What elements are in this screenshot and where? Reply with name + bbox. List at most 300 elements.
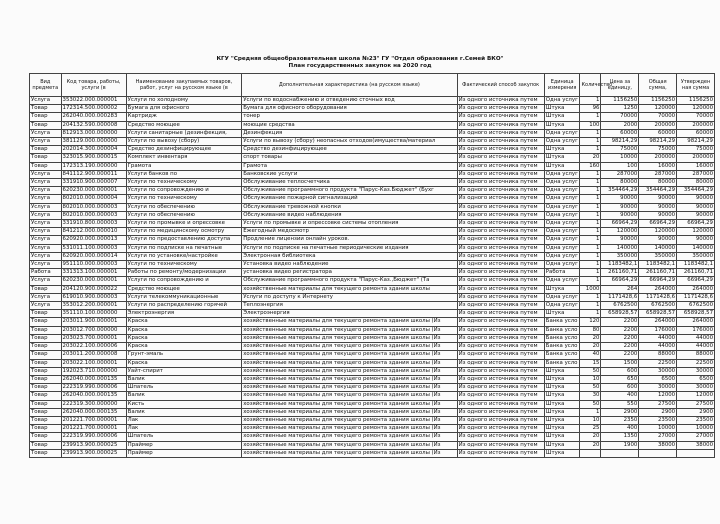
table-cell: Штука — [544, 146, 580, 154]
table-cell: Средство дезинфицирующее — [126, 146, 242, 154]
table-cell: 841112.900.000011 — [61, 170, 126, 178]
table-cell: Товар — [30, 384, 62, 392]
table-cell: Товар — [30, 310, 62, 318]
table-cell: Одна услуг — [544, 129, 580, 137]
table-row — [30, 375, 715, 383]
table-cell: Штука — [544, 408, 580, 416]
table-cell: Услуги телекоммуникационные — [126, 293, 242, 301]
table-row — [30, 416, 715, 424]
table-cell: Из одного источника путем — [457, 211, 544, 219]
table-cell: Штука — [544, 310, 580, 318]
table-cell: Одна услуг — [544, 179, 580, 187]
table-cell: 66964,29 — [677, 220, 715, 228]
table-header-row — [30, 74, 715, 97]
table-cell: Из одного источника путем — [457, 129, 544, 137]
table-cell: 30000 — [639, 384, 677, 392]
table-cell: Услуга — [30, 179, 62, 187]
table-cell: 203023.700.000001 — [61, 334, 126, 342]
table-cell: 10000 — [639, 425, 677, 433]
table-cell: 200000 — [677, 154, 715, 162]
table-cell: Услуга — [30, 228, 62, 236]
table-cell: Продление лицензии онлайн уроков. — [242, 236, 457, 244]
table-cell: 204120.900.000022 — [61, 285, 126, 293]
table-row — [30, 359, 715, 367]
table-cell: 172313.190.000000 — [61, 162, 126, 170]
table-cell: Штука — [544, 285, 580, 293]
table-cell: Штука — [544, 392, 580, 400]
table-cell: 2200 — [601, 326, 639, 334]
table-row — [30, 195, 715, 203]
table-cell: 70000 — [601, 113, 639, 121]
table-cell: Из одного источника путем — [457, 351, 544, 359]
table-cell: 100 — [601, 162, 639, 170]
table-cell: 620230.000.000001 — [61, 187, 126, 195]
table-row — [30, 449, 715, 457]
table-row — [30, 162, 715, 170]
document-title: КГУ "Средняя общеобразовательная школа №23" ГУ "Отдел образования г.Семей ВКО" — [216, 56, 504, 62]
table-cell: 38000 — [639, 441, 677, 449]
table-cell: Электроэнергия — [242, 310, 457, 318]
table-cell: Комплект инвентаря — [126, 154, 242, 162]
table-cell: 120000 — [677, 105, 715, 113]
table-cell: 12000 — [639, 392, 677, 400]
table-cell: Одна услуг — [544, 244, 580, 252]
table-cell: хозяйственные материалы для текущего ремонта здания школы (Из — [242, 400, 457, 408]
table-cell: хозяйственные материалы для текущего ремонта здания школы (Из — [242, 416, 457, 424]
table-cell: Услуга — [30, 252, 62, 260]
table-row — [30, 269, 715, 277]
table-cell: Из одного источника путем — [457, 269, 544, 277]
table-cell: Из одного источника путем — [457, 302, 544, 310]
table-cell: 20 — [580, 343, 601, 351]
table-cell: 12000 — [677, 392, 715, 400]
table-row — [30, 244, 715, 252]
table-cell: 172314.500.000002 — [61, 105, 126, 113]
column-header: Цена за единицу, — [601, 74, 639, 97]
table-row — [30, 441, 715, 449]
table-cell: 90000 — [601, 236, 639, 244]
column-header: Код товара, работы, услуги (в — [61, 74, 126, 97]
table-cell: 354464,29 — [601, 187, 639, 195]
table-cell: Услуга — [30, 220, 62, 228]
table-cell: Из одного источника путем — [457, 408, 544, 416]
table-cell: 90000 — [601, 203, 639, 211]
table-cell: 50 — [580, 400, 601, 408]
table-cell: 351110.100.000000 — [61, 310, 126, 318]
table-cell: Ежегодный медосмотр — [242, 228, 457, 236]
table-cell: Услуги по техническому — [126, 179, 242, 187]
table-row — [30, 334, 715, 342]
table-row — [30, 261, 715, 269]
table-cell: 90000 — [677, 211, 715, 219]
table-cell: Валик — [126, 392, 242, 400]
table-cell: 381129.000.000000 — [61, 138, 126, 146]
table-cell: хозяйственные материалы для текущего ремонта здания школы (Из — [242, 425, 457, 433]
table-cell: 140000 — [677, 244, 715, 252]
table-cell: 1171428,6 — [639, 293, 677, 301]
table-cell: 66964,29 — [601, 277, 639, 285]
table-cell: 287000 — [639, 170, 677, 178]
table-cell: Из одного источника путем — [457, 105, 544, 113]
table-cell: 600 — [601, 367, 639, 375]
table-cell: Штука — [544, 121, 580, 129]
table-cell: 658928,57 — [639, 310, 677, 318]
table-cell: Услуга — [30, 170, 62, 178]
table-row — [30, 154, 715, 162]
table-cell: Одна услуг — [544, 293, 580, 301]
table-cell: 802010.000.000004 — [61, 195, 126, 203]
table-cell: Средство моющее — [126, 121, 242, 129]
table-row — [30, 146, 715, 154]
table-cell: Одна услуг — [544, 277, 580, 285]
table-cell: Услуги по доступу к Интернету — [242, 293, 457, 301]
table-cell: 66964,29 — [639, 220, 677, 228]
table-cell: хозяйственные материалы для текущего ремонта здания школы (Из — [242, 441, 457, 449]
table-row — [30, 236, 715, 244]
table-cell: Штука — [544, 416, 580, 424]
table-cell: 90000 — [639, 236, 677, 244]
table-cell — [601, 449, 639, 457]
table-cell: Из одного источника путем — [457, 187, 544, 195]
column-header: Вид предмета — [30, 74, 62, 97]
table-cell: 75000 — [677, 146, 715, 154]
table-cell: 264 — [601, 285, 639, 293]
table-cell: 1 — [580, 293, 601, 301]
table-cell: 1171428,6 — [601, 293, 639, 301]
table-cell: 264000 — [677, 318, 715, 326]
table-cell: 1350 — [601, 433, 639, 441]
table-cell: Услуга — [30, 97, 62, 105]
table-cell: Товар — [30, 343, 62, 351]
document-subtitle: План государственных закупок на 2020 год — [288, 63, 432, 69]
table-cell: Средство моющее — [126, 285, 242, 293]
table-cell: 20 — [580, 154, 601, 162]
table-cell: Из одного источника путем — [457, 293, 544, 301]
table-cell: 90000 — [677, 203, 715, 211]
table-cell: Обслуживание программного продукта "Парус-Каз.,Бюджет" (Та — [242, 277, 457, 285]
table-cell: 66964,29 — [639, 277, 677, 285]
table-cell: 2200 — [601, 351, 639, 359]
table-cell: хозяйственные материалы для текущего ремонта здания школы (Из — [242, 392, 457, 400]
table-cell: Из одного источника путем — [457, 236, 544, 244]
table-cell: 20 — [580, 433, 601, 441]
table-cell: 2900 — [677, 408, 715, 416]
table-cell: Услуга — [30, 244, 62, 252]
table-row — [30, 408, 715, 416]
column-header: Общая сумма, — [639, 74, 677, 97]
table-row — [30, 97, 715, 105]
table-cell: Электронная библиотека — [242, 252, 457, 260]
table-cell: 16000 — [639, 162, 677, 170]
column-header: Фактический способ закупок — [457, 74, 544, 97]
table-cell: 1 — [580, 170, 601, 178]
table-cell: Из одного источника путем — [457, 179, 544, 187]
table-cell: 80000 — [601, 179, 639, 187]
table-cell: Услуги по холодному — [126, 97, 242, 105]
table-cell: 1500 — [601, 359, 639, 367]
table-cell: Штука — [544, 375, 580, 383]
table-cell: 44000 — [639, 343, 677, 351]
table-cell: 100 — [580, 121, 601, 129]
table-cell: 802010.000.000003 — [61, 203, 126, 211]
table-cell: Из одного источника путем — [457, 392, 544, 400]
table-cell: Уайт-спирит — [126, 367, 242, 375]
table-cell: Из одного источника путем — [457, 97, 544, 105]
table-cell: Услуги по вывозу (сбору) — [126, 138, 242, 146]
table-cell: Товар — [30, 162, 62, 170]
table-cell: 6500 — [677, 375, 715, 383]
table-row — [30, 318, 715, 326]
column-header: Единица измерения — [544, 74, 580, 97]
table-cell: 600 — [601, 384, 639, 392]
table-cell: Штука — [544, 400, 580, 408]
table-cell: Одна услуг — [544, 228, 580, 236]
table-cell: 1900 — [601, 441, 639, 449]
table-cell: 120000 — [677, 228, 715, 236]
table-cell: 80000 — [677, 179, 715, 187]
table-cell: Товар — [30, 146, 62, 154]
table-cell: 1 — [580, 236, 601, 244]
table-cell: 1 — [580, 261, 601, 269]
table-cell: Товар — [30, 326, 62, 334]
table-cell: Работа — [30, 269, 62, 277]
table-cell: 2900 — [601, 408, 639, 416]
table-cell: Услуги по подписке на печатные — [126, 244, 242, 252]
table-cell: 203022.100.000001 — [61, 359, 126, 367]
table-cell: хозяйственные материалы для текущего ремонта здания школы (Из — [242, 351, 457, 359]
table-cell: Из одного источника путем — [457, 433, 544, 441]
table-cell: Услуги по установке/настройке — [126, 252, 242, 260]
table-cell: 1 — [580, 408, 601, 416]
table-cell: 222319.990.000006 — [61, 433, 126, 441]
table-cell: хозяйственные материалы для текущего ремонта здания школы (Из — [242, 375, 457, 383]
table-cell: Из одного источника путем — [457, 138, 544, 146]
table-cell: Услуги по сопровождению и — [126, 187, 242, 195]
table-cell: установка видео регистратора — [242, 269, 457, 277]
table-cell: 44000 — [677, 343, 715, 351]
table-cell: Из одного источника путем — [457, 162, 544, 170]
table-cell: 88000 — [639, 351, 677, 359]
table-cell: Услуга — [30, 261, 62, 269]
table-cell: 192023.710.000000 — [61, 367, 126, 375]
table-row — [30, 384, 715, 392]
table-cell: 1 — [580, 220, 601, 228]
table-cell: Работа — [544, 269, 580, 277]
table-cell: 2200 — [601, 334, 639, 342]
table-cell: 140000 — [639, 244, 677, 252]
table-cell: Из одного источника путем — [457, 449, 544, 457]
table-cell: 2900 — [639, 408, 677, 416]
table-cell: 331910.900.000007 — [61, 179, 126, 187]
table-row — [30, 285, 715, 293]
table-cell: 261160,71 — [601, 269, 639, 277]
table-cell: 27500 — [677, 400, 715, 408]
table-cell: 1171428,6 — [677, 293, 715, 301]
table-cell: 1 — [580, 113, 601, 121]
table-cell: Шпатель — [126, 433, 242, 441]
table-cell: Услуги по промывке и опрессовке системы отопления — [242, 220, 457, 228]
table-cell: 75000 — [639, 146, 677, 154]
table-cell: 80 — [580, 326, 601, 334]
table-cell: Установка видео наблюдение — [242, 261, 457, 269]
table-cell: 30 — [580, 392, 601, 400]
table-cell: 50 — [580, 384, 601, 392]
table-cell: 262040.000.000283 — [61, 113, 126, 121]
table-cell: моющие средства — [242, 121, 457, 129]
column-header: Дополнительная характеристика (на русском языке) — [242, 74, 457, 97]
table-row — [30, 211, 715, 219]
table-cell: 1183482,1 — [677, 261, 715, 269]
table-cell: Штука — [544, 154, 580, 162]
table-cell: 1156250 — [639, 97, 677, 105]
table-cell: хозяйственные материалы для текущего ремонта здания школы (Из — [242, 318, 457, 326]
table-cell: 1 — [580, 179, 601, 187]
table-cell: Грунт-эмаль — [126, 351, 242, 359]
table-cell: 1 — [580, 203, 601, 211]
table-cell: 201221.700.000001 — [61, 425, 126, 433]
table-cell: хозяйственные материалы для текущего ремонта здания школы — [242, 285, 457, 293]
table-cell: Теплоэнергия — [242, 302, 457, 310]
table-cell: Услуги по медицинскому осмотру — [126, 228, 242, 236]
table-cell: 75000 — [601, 146, 639, 154]
table-cell: 1 — [580, 269, 601, 277]
table-cell: 176000 — [639, 326, 677, 334]
table-cell: Товар — [30, 154, 62, 162]
table-cell: Одна услуг — [544, 211, 580, 219]
table-cell: Средство дезинфицирующее — [242, 146, 457, 154]
table-cell: 204132.590.000008 — [61, 121, 126, 129]
table-cell: 261160,71 — [677, 269, 715, 277]
table-row — [30, 392, 715, 400]
table-cell: 951110.000.000003 — [61, 261, 126, 269]
table-cell: Из одного источника путем — [457, 416, 544, 424]
table-cell: 38000 — [677, 441, 715, 449]
table-cell: Услуги по водоснабжению и отведению сточных вод — [242, 97, 457, 105]
column-header: Количество — [580, 74, 601, 97]
table-cell: Штука — [544, 105, 580, 113]
table-cell: Работы по ремонту/модернизации — [126, 269, 242, 277]
table-cell: 10 — [580, 416, 601, 424]
table-cell: 350000 — [677, 252, 715, 260]
table-cell: 620920.000.000013 — [61, 236, 126, 244]
table-cell: 90000 — [601, 195, 639, 203]
table-cell: хозяйственные материалы для текущего ремонта здания школы (Из — [242, 326, 457, 334]
table-cell: 90000 — [677, 195, 715, 203]
table-cell: 44000 — [677, 334, 715, 342]
table-cell: Услуги по подписке на печатные периодические издания — [242, 244, 457, 252]
table-cell: Товар — [30, 367, 62, 375]
table-cell: Лак — [126, 425, 242, 433]
table-cell: 23500 — [677, 416, 715, 424]
table-cell: Одна услуг — [544, 302, 580, 310]
table-cell: 1250 — [601, 105, 639, 113]
table-cell: 400 — [601, 425, 639, 433]
table-cell: 658928,57 — [601, 310, 639, 318]
table-cell: Одна услуг — [544, 187, 580, 195]
table-row — [30, 113, 715, 121]
table-cell: 60000 — [677, 129, 715, 137]
table-cell: хозяйственные материалы для текущего ремонта здания школы (Из — [242, 433, 457, 441]
table-cell: Штука — [544, 441, 580, 449]
column-header: Наименование закупаемых товаров, работ, услуг на русском языке (в — [126, 74, 242, 97]
table-cell: Картридж — [126, 113, 242, 121]
table-cell: 30000 — [677, 367, 715, 375]
table-cell: Услуга — [30, 236, 62, 244]
table-cell: Из одного источника путем — [457, 400, 544, 408]
table-cell: 90000 — [677, 236, 715, 244]
table-row — [30, 252, 715, 260]
table-cell: 10 — [580, 375, 601, 383]
table-cell: Товар — [30, 351, 62, 359]
table-cell: тонер — [242, 113, 457, 121]
table-cell: Из одного источника путем — [457, 425, 544, 433]
table-cell: Краска — [126, 343, 242, 351]
table-cell: Товар — [30, 113, 62, 121]
table-cell: 2000 — [601, 121, 639, 129]
table-cell: Кисть — [126, 400, 242, 408]
table-cell: 287000 — [601, 170, 639, 178]
table-row — [30, 220, 715, 228]
table-cell: Обслуживание видео наблюдения — [242, 211, 457, 219]
table-cell: 66964,29 — [677, 277, 715, 285]
table-row — [30, 343, 715, 351]
table-cell: Одна услуг — [544, 195, 580, 203]
table-cell: Краска — [126, 359, 242, 367]
table-cell: спорт товары — [242, 154, 457, 162]
table-cell: 120000 — [601, 228, 639, 236]
table-cell: Услуга — [30, 211, 62, 219]
table-cell: 10000 — [601, 154, 639, 162]
table-cell: 650 — [601, 375, 639, 383]
table-cell: Услуга — [30, 129, 62, 137]
table-cell: 6500 — [639, 375, 677, 383]
table-cell: Услуга — [30, 138, 62, 146]
table-cell: Из одного источника путем — [457, 195, 544, 203]
table-cell: 20 — [580, 441, 601, 449]
table-cell: Валик — [126, 375, 242, 383]
table-cell: Услуги по промывке и опрессовке — [126, 220, 242, 228]
table-cell: 1183482,1 — [639, 261, 677, 269]
table-cell: Услуги по техническому — [126, 261, 242, 269]
table-cell: 203012.700.000000 — [61, 326, 126, 334]
table-cell: Товар — [30, 105, 62, 113]
table-cell: 90000 — [639, 203, 677, 211]
table-cell: Штука — [544, 113, 580, 121]
table-cell: 2200 — [601, 343, 639, 351]
table-cell: Штука — [544, 384, 580, 392]
table-cell: 264000 — [639, 285, 677, 293]
table-cell: Товар — [30, 408, 62, 416]
table-row — [30, 105, 715, 113]
table-cell: 802010.000.000003 — [61, 211, 126, 219]
table-cell: 1156250 — [601, 97, 639, 105]
table-cell: Товар — [30, 375, 62, 383]
table-cell: 239913.900.000025 — [61, 441, 126, 449]
table-cell: Услуги по обеспечению — [126, 203, 242, 211]
table-row — [30, 138, 715, 146]
table-cell: 331910.800.000003 — [61, 220, 126, 228]
table-cell: 287000 — [677, 170, 715, 178]
table-cell: 619010.900.000003 — [61, 293, 126, 301]
table-cell: Товар — [30, 334, 62, 342]
table-row — [30, 433, 715, 441]
table-cell: 20 — [580, 334, 601, 342]
table-cell: Из одного источника путем — [457, 384, 544, 392]
table-row — [30, 310, 715, 318]
table-cell: 200000 — [639, 154, 677, 162]
table-cell: Услуги санитарные (дезинфекция, — [126, 129, 242, 137]
table-cell: 264000 — [677, 285, 715, 293]
